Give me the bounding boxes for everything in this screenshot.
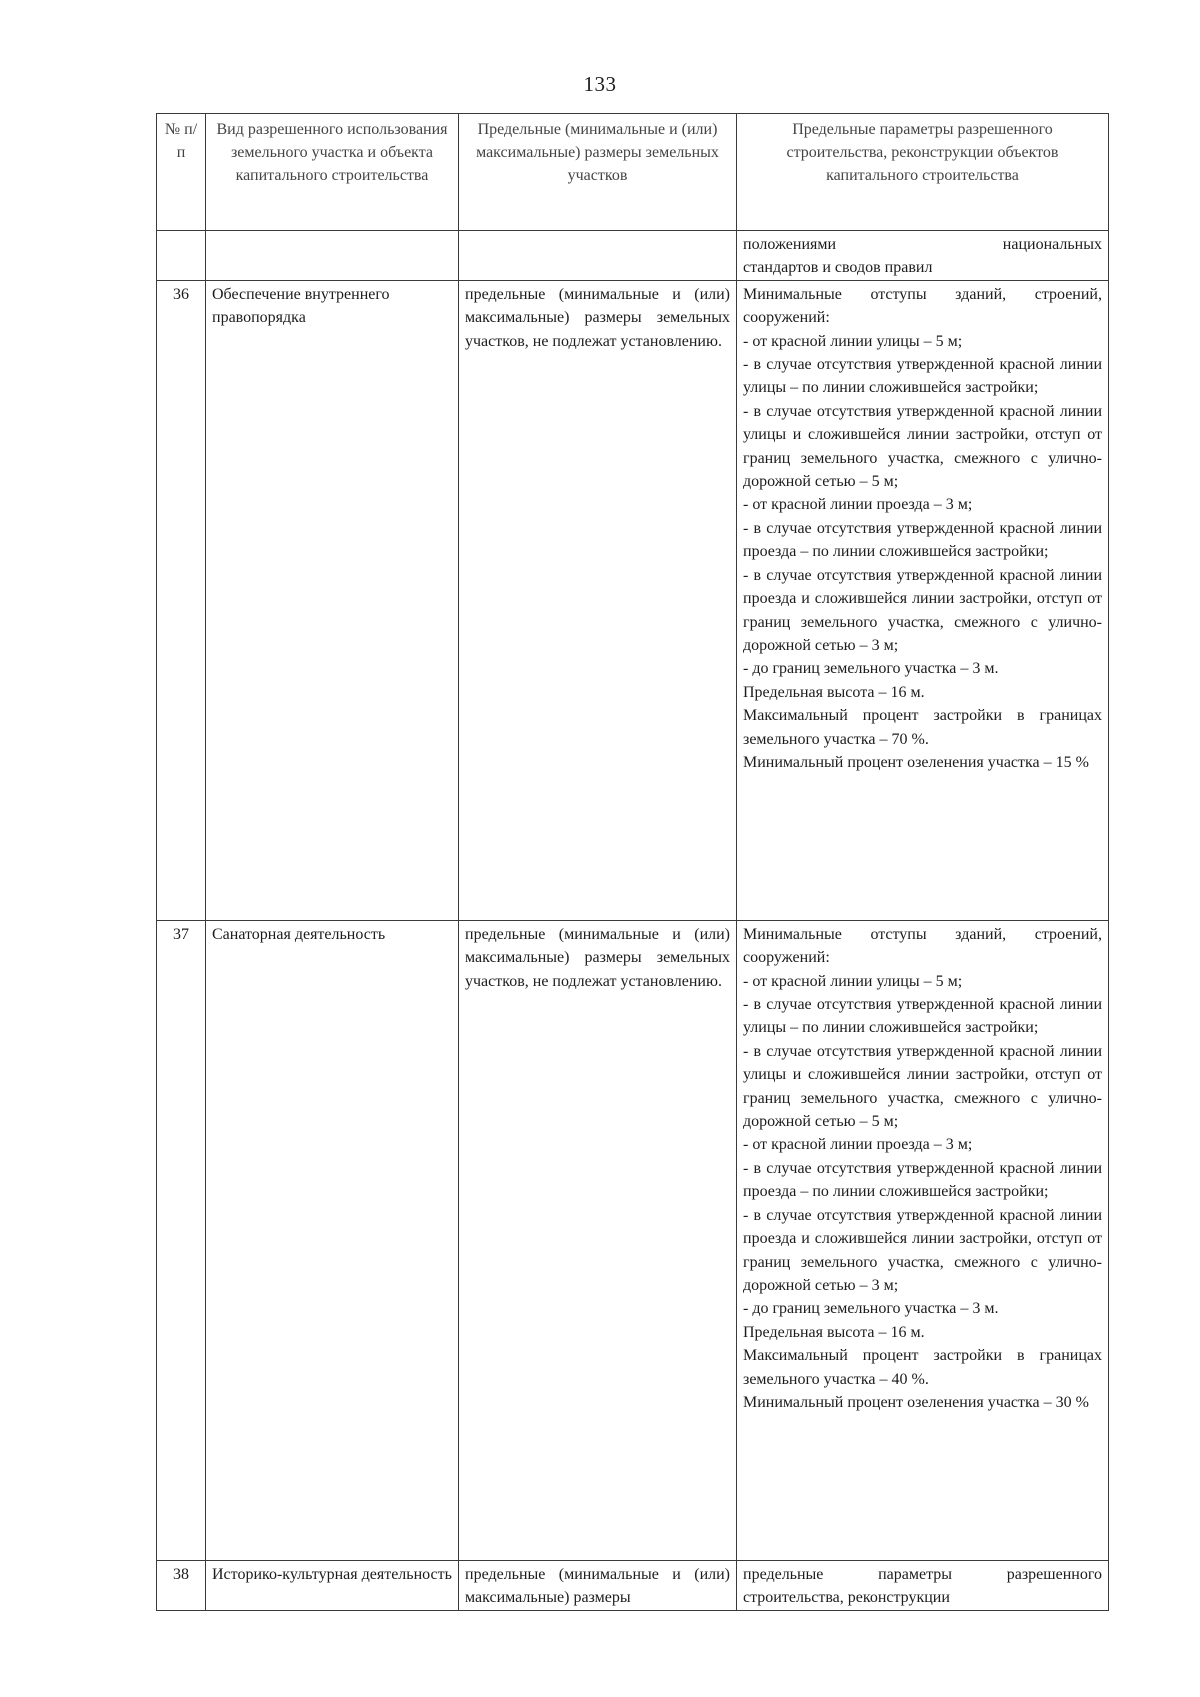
param-line: - от красной линии улицы – 5 м; [743,972,963,990]
header-num: № п/п [157,114,206,231]
continuation-line: положениями национальных [743,236,1102,253]
param-line: Минимальные отступы зданий, строений, сооружений: [743,925,1102,967]
row-number: 36 [157,280,206,920]
param-line: - до границ земельного участка – 3 м. [743,660,999,678]
params-cell [737,1560,1109,1610]
header-params: Предельные параметры разрешенного строительства, реконструкции объектов капитального строительства [737,114,1109,231]
header-use-type: Вид разрешенного использования земельного участка и объекта капитального строительства [206,114,459,231]
continuation-params [737,231,1109,281]
plot-sizes-text: предельные (минимальные и (или) максимальные) размеры земельных участков, не подлежат установлению. [465,285,730,350]
param-line: - в случае отсутствия утвержденной красной линии проезда – по линии сложившейся застройки; [743,1159,1102,1201]
regulations-table [156,113,1109,1611]
param-line: Максимальный процент застройки в границах земельного участка – 40 %. [743,1347,1102,1388]
continuation-plot-sizes [459,231,737,281]
plot-sizes-cell [459,920,737,1560]
plot-sizes-cell [459,1560,737,1610]
params-cell [737,280,1109,920]
plot-sizes-text: предельные (минимальные и (или) максимальные) размеры земельных участков, не подлежат установлению. [465,925,730,990]
continuation-line: стандартов и сводов правил [743,259,933,277]
use-type-cell: Историко-культурная деятельность [206,1560,459,1610]
param-line: Предельная высота – 16 м. [743,1323,925,1341]
param-line: - до границ земельного участка – 3 м. [743,1300,999,1318]
use-type-cell: Санаторная деятельность [206,920,459,1560]
row-number: 38 [157,1560,206,1610]
table-row [157,920,1109,1560]
table-row [157,1560,1109,1610]
continuation-row [157,231,1109,281]
param-line: Предельная высота – 16 м. [743,683,925,701]
param-line: - в случае отсутствия утвержденной красной линии улицы и сложившейся линии застройки, отступ от границ земельного участка, смежного с улично-дорожной сетью – 5 м; [743,1042,1102,1131]
row-number: 37 [157,920,206,1560]
param-line: Минимальный процент озеленения участка – 30 % [743,1393,1089,1411]
header-row [157,114,1109,231]
param-line: - от красной линии проезда – 3 м; [743,1136,973,1154]
table-row [157,280,1109,920]
param-line: - в случае отсутствия утвержденной красной линии улицы – по линии сложившейся застройки; [743,356,1102,397]
param-line: - от красной линии проезда – 3 м; [743,496,973,514]
header-plot-sizes: Предельные (минимальные и (или) максимальные) размеры земельных участков [459,114,737,231]
param-line: Минимальный процент озеленения участка – 15 % [743,753,1089,771]
page-number: 133 [583,72,617,96]
plot-sizes-cell [459,280,737,920]
use-type-cell: Обеспечение внутреннего правопорядка [206,280,459,920]
plot-sizes-text: предельные (минимальные и (или) максимальные) размеры [465,1565,730,1607]
param-line: - в случае отсутствия утвержденной красной линии проезда и сложившейся линии застройки, отступ от границ земельного участка, смежного с улично-дорожной сетью – 3 м; [743,566,1102,654]
continuation-use-type [206,231,459,281]
param-line: - в случае отсутствия утвержденной красной линии проезда и сложившейся линии застройки, отступ от границ земельного участка, смежного с улично-дорожной сетью – 3 м; [743,1206,1102,1294]
params-cell [737,920,1109,1560]
param-line: - в случае отсутствия утвержденной красной линии улицы – по линии сложившейся застройки; [743,996,1102,1037]
param-line: Максимальный процент застройки в границах земельного участка – 70 %. [743,707,1102,748]
param-line: - в случае отсутствия утвержденной красной линии улицы и сложившейся линии застройки, отступ от границ земельного участка, смежного с улично-дорожной сетью – 5 м; [743,402,1102,491]
param-line: - от красной линии улицы – 5 м; [743,332,963,350]
param-line: Минимальные отступы зданий, строений, сооружений: [743,285,1102,327]
param-line: - в случае отсутствия утвержденной красной линии проезда – по линии сложившейся застройки; [743,519,1102,561]
continuation-num [157,231,206,281]
param-line: предельные параметры разрешенного строительства, реконструкции [743,1565,1102,1607]
